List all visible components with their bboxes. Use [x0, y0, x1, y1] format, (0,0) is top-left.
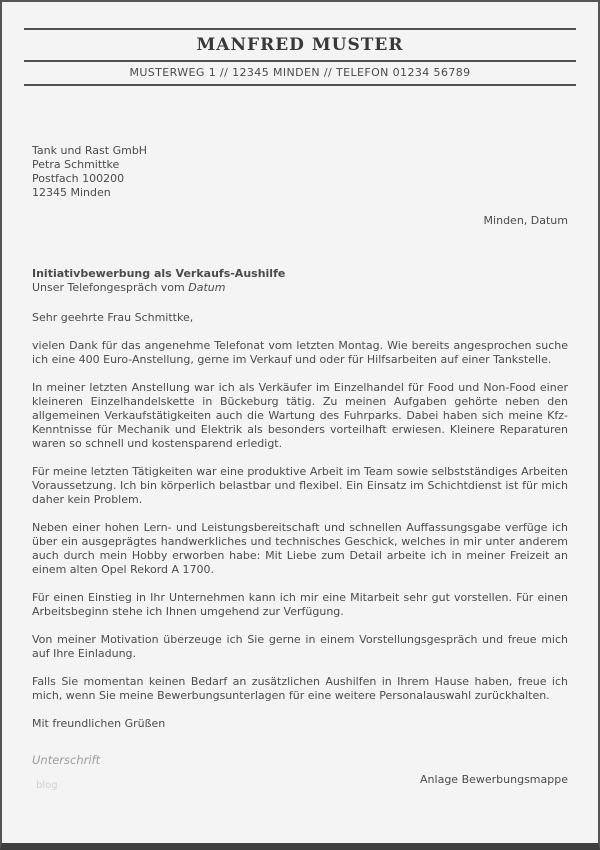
- subject-line: Initiativbewerbung als Verkaufs-Aushilfe: [32, 267, 286, 280]
- enclosure-note: Anlage Bewerbungsmappe: [420, 773, 568, 786]
- paragraph-skills: Für meine letzten Tätigkeiten war eine produktive Arbeit im Team sowie selbstständiges Arbeiten Voraussetzung. Ich bin körperlich belastbar und flexibel. Ein Einsatz im Schichtdienst ist für mich daher kein Problem.: [32, 465, 568, 506]
- paragraph-availability: Für einen Einstieg in Ihr Unternehmen kann ich mir eine Mitarbeit sehr gut vorstellen. Für einen Arbeitsbeginn stehe ich Ihnen umgehend zur Verfügung.: [32, 591, 568, 618]
- recipient-line-city: 12345 Minden: [32, 186, 111, 199]
- sender-contact-line: MUSTERWEG 1 // 12345 MINDEN // TELEFON 01234 56789: [129, 66, 471, 79]
- recipient-line-contact: Petra Schmittke: [32, 158, 120, 171]
- bottom-row: [32, 773, 568, 791]
- reference-line: [32, 281, 568, 295]
- paragraph-motivation: Von meiner Motivation überzeuge ich Sie gerne in einem Vorstellungsgespräch und freue mich auf Ihre Einladung.: [32, 633, 568, 660]
- watermark-blog: blog: [36, 780, 58, 791]
- sender-name: MANFRED MUSTER: [196, 35, 404, 55]
- paragraph-hobby: Neben einer hohen Lern- und Leistungsbereitschaft und schnellen Auffassungsgabe verfüge ich über ein ausgeprägtes handwerkliches und technisches Geschick, welches in mir unter anderem auch durch mein Hobby erworben habe: Mit Liebe zum Detail arbeite ich in meiner Freizeit an einem alten Opel Rekord A 1700.: [32, 521, 568, 576]
- recipient-address: [32, 144, 568, 200]
- letter-body: [32, 144, 568, 791]
- reference-prefix: Unser Telefongespräch vom: [32, 281, 189, 294]
- signature-placeholder: Unterschrift: [32, 753, 101, 767]
- recipient-line-company: Tank und Rast GmbH: [32, 144, 148, 157]
- recipient-line-pobox: Postfach 100200: [32, 172, 125, 185]
- date-line: Minden, Datum: [483, 214, 568, 227]
- paragraph-experience: In meiner letzten Anstellung war ich als Verkäufer im Einzelhandel für Food und Non-Food einer kleineren Einzelhandelskette in Bückeburg tätig. Zu meinen Aufgaben gehörte neben den allgemeinen Verkaufstätigkeiten auch die Wartung des Fuhrparks. Dabei haben sich meine Kfz-Kenntnisse für Mechanik und Elektrik als besonders vorteilhaft erwiesen. Kleinere Reparaturen waren so schnell und kostensparend erledigt.: [32, 381, 568, 450]
- paragraph-intro: vielen Dank für das angenehme Telefonat vom letzten Montag. Wie bereits angesprochen suche ich eine 400 Euro-Anstellung, gerne im Verkauf und oder für Hilfsarbeiten auf einer Tankstelle.: [32, 339, 568, 366]
- letterhead-rule-bottom: [24, 84, 576, 86]
- letterhead: [24, 28, 576, 86]
- paragraph-fallback: Falls Sie momentan keinen Bedarf an zusätzlichen Aushilfen in Ihrem Hause haben, freue ich mich, wenn Sie meine Bewerbungsunterlagen für eine weitere Personalauswahl zurückhalten.: [32, 675, 568, 702]
- reference-date-placeholder: Datum: [188, 281, 226, 294]
- salutation: Sehr geehrte Frau Schmittke,: [32, 311, 194, 324]
- closing: Mit freundlichen Grüßen: [32, 717, 166, 730]
